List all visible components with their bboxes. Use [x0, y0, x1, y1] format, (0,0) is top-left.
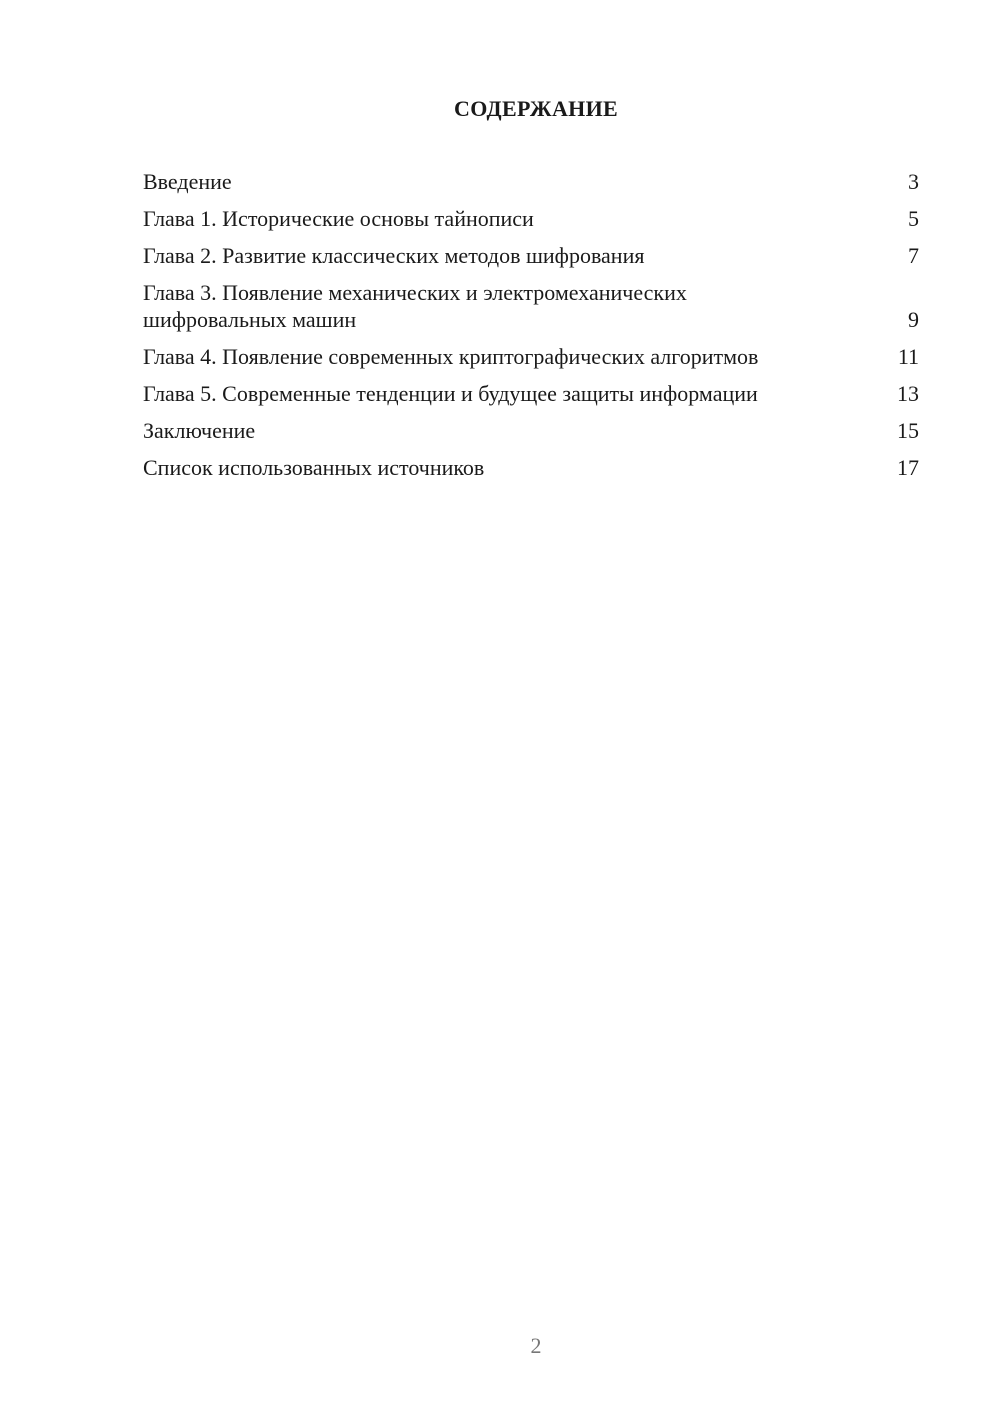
table-of-contents: [143, 168, 919, 491]
toc-entry-label: Глава 4. Появление современных криптографических алгоритмов: [143, 344, 759, 369]
toc-entry-page: 9: [908, 307, 919, 332]
toc-entry-chapter-5: [143, 380, 919, 407]
toc-entry-page: 17: [897, 455, 919, 480]
toc-entry-introduction: [143, 168, 919, 195]
toc-entry-page: 11: [897, 344, 919, 369]
toc-entry-label: Глава 5. Современные тенденции и будущее защиты информации: [143, 381, 758, 406]
toc-entry-label: Введение: [143, 169, 232, 194]
toc-entry-label: Глава 2. Развитие классических методов шифрования: [143, 243, 645, 268]
toc-entry-label: Список использованных источников: [143, 455, 485, 480]
page-number: 2: [530, 1333, 542, 1358]
page-title: СОДЕРЖАНИЕ: [454, 96, 618, 121]
toc-entry-chapter-3: [143, 279, 919, 333]
toc-entry-conclusion: [143, 417, 919, 444]
toc-entry-chapter-1: [143, 205, 919, 232]
toc-entry-page: 5: [908, 206, 919, 231]
toc-entry-references: [143, 454, 919, 481]
toc-entry-page: 3: [908, 169, 919, 194]
toc-entry-page: 7: [908, 243, 919, 268]
toc-entry-page: 13: [897, 381, 919, 406]
toc-entry-label: Заключение: [143, 418, 256, 443]
toc-entry-label: Глава 1. Исторические основы тайнописи: [143, 206, 534, 231]
toc-entry-page: 15: [897, 418, 919, 443]
toc-entry-chapter-4: [143, 343, 919, 370]
toc-entry-label: Глава 3. Появление механических и электромеханических шифровальных машин: [143, 280, 687, 332]
toc-entry-chapter-2: [143, 242, 919, 269]
